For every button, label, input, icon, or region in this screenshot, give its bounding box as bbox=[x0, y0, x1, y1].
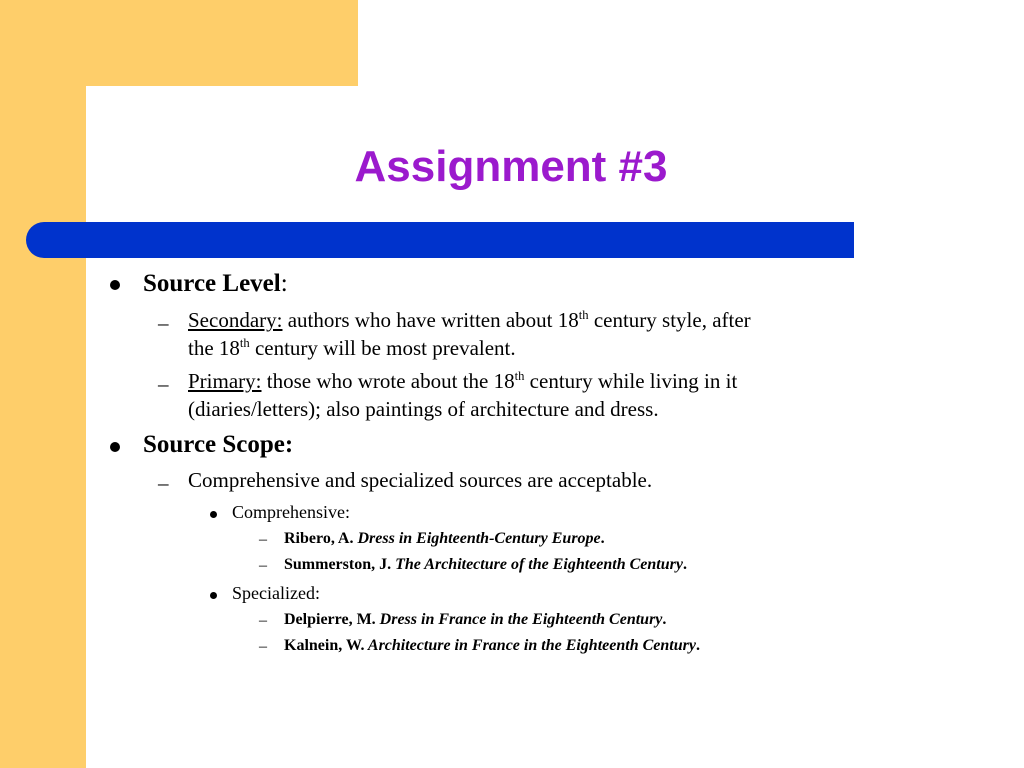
secondary-sup-a: th bbox=[578, 308, 589, 322]
ref2-title: The Architecture of the Eighteenth Century bbox=[391, 556, 683, 573]
ref4-author: Kalnein, W. bbox=[284, 637, 365, 654]
dash-icon: – bbox=[158, 471, 169, 495]
ref1-author: Ribero, A. bbox=[284, 530, 358, 547]
ref3-end: . bbox=[662, 611, 667, 628]
dash-icon: – bbox=[259, 638, 267, 655]
ref4-end: . bbox=[695, 637, 700, 654]
secondary-line2-b: century will be most prevalent. bbox=[249, 336, 516, 360]
secondary-label: Secondary: bbox=[188, 308, 283, 332]
bullet-primary bbox=[188, 369, 737, 394]
bullet-icon bbox=[210, 592, 217, 599]
reference-delpierre bbox=[284, 611, 666, 629]
bullet-secondary-line2 bbox=[188, 336, 516, 361]
bullet-icon bbox=[110, 280, 120, 290]
dash-icon: – bbox=[259, 531, 267, 548]
source-level-label: Source Level bbox=[143, 270, 281, 297]
secondary-sup-b: th bbox=[239, 336, 250, 350]
ref2-end: . bbox=[682, 556, 687, 573]
secondary-text-b: century style, after bbox=[588, 308, 751, 332]
dash-icon: – bbox=[158, 372, 169, 396]
bullet-source-scope: Source Scope: bbox=[143, 431, 294, 458]
ref1-title: Dress in Eighteenth-Century Europe bbox=[357, 530, 601, 547]
ref3-title: Dress in France in the Eighteenth Century bbox=[375, 611, 663, 628]
bullet-icon bbox=[110, 442, 120, 452]
ref3-author: Delpierre, M. bbox=[284, 611, 376, 628]
reference-kalnein bbox=[284, 637, 700, 655]
bullet-source-level bbox=[143, 270, 288, 298]
reference-summerston bbox=[284, 556, 687, 574]
dash-icon: – bbox=[259, 557, 267, 574]
bullet-icon bbox=[210, 511, 217, 518]
dash-icon: – bbox=[158, 311, 169, 335]
bullet-primary-line2: (diaries/letters); also paintings of architecture and dress. bbox=[188, 397, 659, 421]
primary-sup-a: th bbox=[514, 369, 525, 383]
reference-ribero bbox=[284, 530, 605, 548]
bullet-comprehensive: Comprehensive: bbox=[232, 502, 350, 522]
primary-text-b: century while living in it bbox=[524, 369, 738, 393]
primary-label: Primary: bbox=[188, 369, 262, 393]
secondary-line2-a: the 18 bbox=[188, 336, 240, 360]
primary-text-a: those who wrote about the 18 bbox=[261, 369, 515, 393]
dash-icon: – bbox=[259, 612, 267, 629]
bullet-secondary bbox=[188, 308, 751, 333]
ref1-end: . bbox=[600, 530, 605, 547]
bullet-specialized: Specialized: bbox=[232, 583, 320, 603]
secondary-text-a: authors who have written about 18 bbox=[282, 308, 579, 332]
ref4-title: Architecture in France in the Eighteenth Century bbox=[364, 637, 696, 654]
bullet-comprehensive-specialized: Comprehensive and specialized sources are acceptable. bbox=[188, 468, 653, 492]
ref2-author: Summerston, J. bbox=[284, 556, 392, 573]
slide-title: Assignment #3 bbox=[354, 142, 668, 191]
source-level-colon: : bbox=[280, 270, 288, 297]
